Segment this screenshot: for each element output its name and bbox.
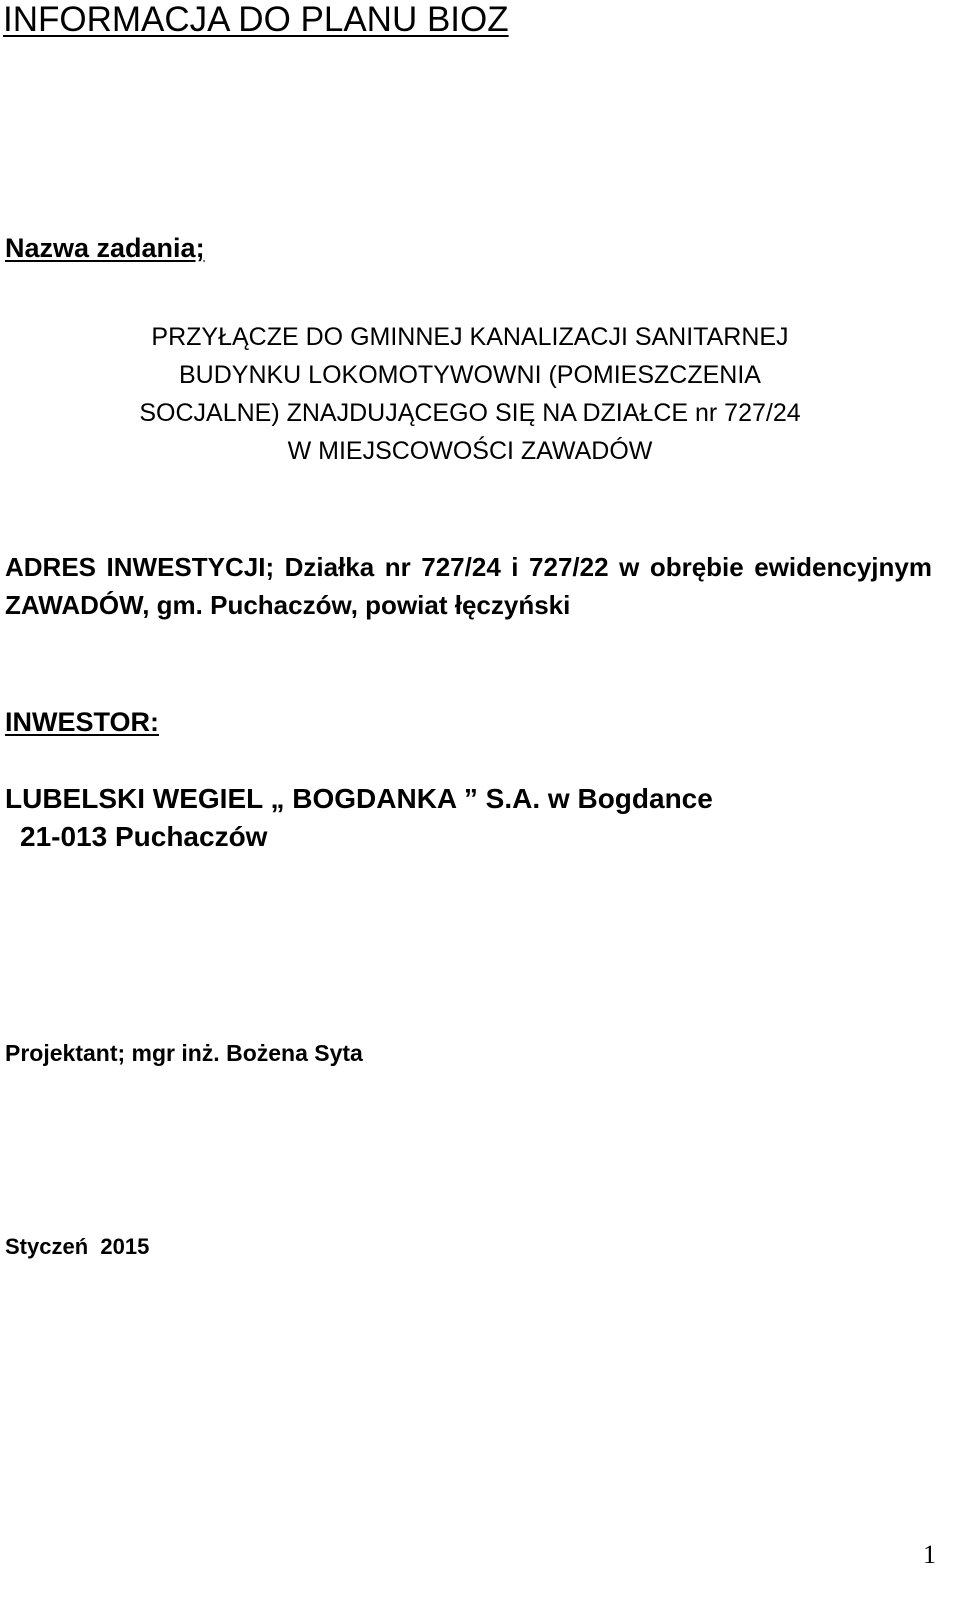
investor-address: 21-013 Puchaczów — [20, 821, 268, 852]
document-title: INFORMACJA DO PLANU BIOZ — [3, 0, 509, 39]
document-date: Styczeń 2015 — [5, 1234, 150, 1259]
investor-label: INWESTOR: — [5, 707, 159, 737]
task-name-line: SOCJALNE) ZNAJDUJĄCEGO SIĘ NA DZIAŁCE nr 727/24 — [139, 399, 801, 427]
investor-name: LUBELSKI WEGIEL „ BOGDANKA ” S.A. w Bogdance — [5, 783, 713, 814]
investment-address: ADRES INWESTYCJI; Działka nr 727/24 i 727/22 w obrębie ewidencyjnym ZAWADÓW, gm. Puchaczów, powiat łęczyński — [5, 552, 932, 620]
designer: Projektant; mgr inż. Bożena Syta — [5, 1040, 363, 1066]
task-name-label: Nazwa zadania; — [5, 233, 205, 263]
task-name — [0, 318, 940, 470]
task-name-line: W MIEJSCOWOŚCI ZAWADÓW — [287, 437, 653, 465]
page-number: 1 — [923, 1540, 936, 1569]
task-name-line: BUDYNKU LOKOMOTYWOWNI (POMIESZCZENIA — [179, 361, 761, 389]
task-name-line: PRZYŁĄCZE DO GMINNEJ KANALIZACJI SANITARNEJ — [151, 323, 789, 351]
